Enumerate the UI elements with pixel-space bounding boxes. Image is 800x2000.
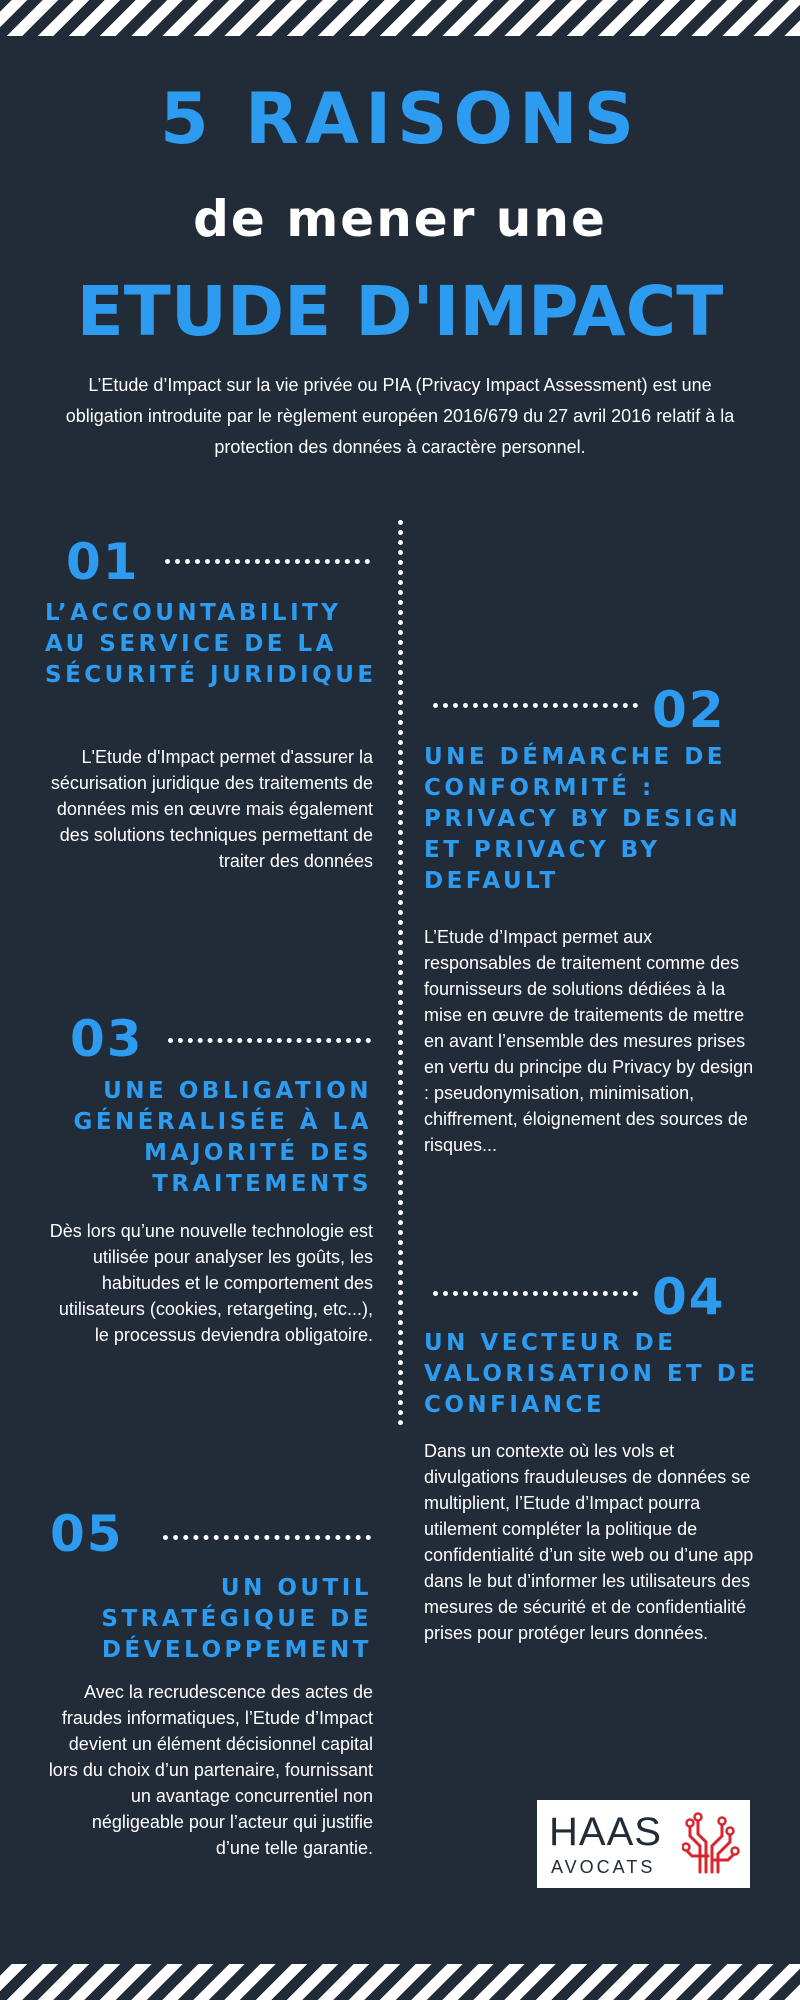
logo-name: HAAS [549, 1810, 662, 1854]
timeline-divider [398, 520, 403, 1426]
bottom-stripe-border [0, 1964, 800, 2000]
section-03-number: 03 [70, 1010, 144, 1068]
section-01-number: 01 [66, 533, 140, 591]
section-01-dots [165, 559, 370, 564]
section-03-dots [168, 1038, 371, 1043]
section-04-text: Dans un contexte où les vols et divulgations frauduleuses de données se multiplient, l’Etude d’Impact pourra utilement compléter la politique de confidentialité d’un site web ou d’une app dans le but d’informer les utilisateurs des mesures de sécurité et de confidentialité prises pour protéger leurs données. [424, 1441, 754, 1643]
section-02-number: 02 [652, 681, 726, 739]
section-02-heading: UNE DÉMARCHE DE CONFORMITÉ : PRIVACY BY DESIGN ET PRIVACY BY DEFAULT [424, 744, 742, 894]
section-02-text: L’Etude d’Impact permet aux responsables de traitement comme des fournisseurs de solutions dédiées à la mise en œuvre de traitements de mettre en avant l’ensemble des mesures prises en vertu du principe du Privacy by design : pseudonymisation, minimisation, chiffrement, éloignement des sources de risques... [424, 927, 754, 1155]
section-03-text: Dès lors qu’une nouvelle technologie est utilisée pour analyser les goûts, les habitudes et le comportement des utilisateurs (cookies, retargeting, etc...), le processus deviendra obligatoire. [49, 1221, 373, 1345]
top-stripe-border [0, 0, 800, 36]
section-02-dots [433, 703, 638, 708]
section-05-heading: UN OUTIL STRATÉGIQUE DE DÉVELOPPEMENT [101, 1575, 372, 1663]
haas-avocats-logo [537, 1800, 750, 1888]
section-05-text: Avec la recrudescence des actes de fraudes informatiques, l’Etude d’Impact devient un élément décisionnel capital lors du choix d’un partenaire, fournissant un avantage concurrentiel non négligeable pour l’acteur qui justifie d’une telle garantie. [48, 1682, 373, 1858]
intro-paragraph: L’Etude d’Impact sur la vie privée ou PIA (Privacy Impact Assessment) est une obligation introduite par le règlement européen 2016/679 du 27 avril 2016 relatif à la protection des données à caractère personnel. [65, 375, 735, 457]
section-05-number: 05 [50, 1505, 124, 1563]
section-04-heading: UN VECTEUR DE VALORISATION ET DE CONFIANCE [424, 1330, 759, 1418]
logo-subtitle: AVOCATS [551, 1857, 656, 1877]
title-de-mener-une: de mener une [193, 190, 607, 248]
circuit-icon [682, 1812, 740, 1876]
title-5-raisons: 5 RAISONS [159, 78, 641, 160]
section-05-dots [163, 1535, 371, 1540]
section-04-dots [433, 1291, 638, 1296]
section-04-number: 04 [652, 1268, 726, 1326]
section-01-text: L'Etude d'Impact permet d'assurer la sécurisation juridique des traitements de données mis en œuvre mais également des solutions techniques permettant de traiter des données [50, 747, 373, 871]
title-etude-impact: ETUDE D'IMPACT [76, 272, 724, 352]
section-01-heading: L’ACCOUNTABILITY AU SERVICE DE LA SÉCURITÉ JURIDIQUE [45, 600, 377, 688]
section-03-heading: UNE OBLIGATION GÉNÉRALISÉE À LA MAJORITÉ DES TRAITEMENTS [73, 1078, 372, 1197]
